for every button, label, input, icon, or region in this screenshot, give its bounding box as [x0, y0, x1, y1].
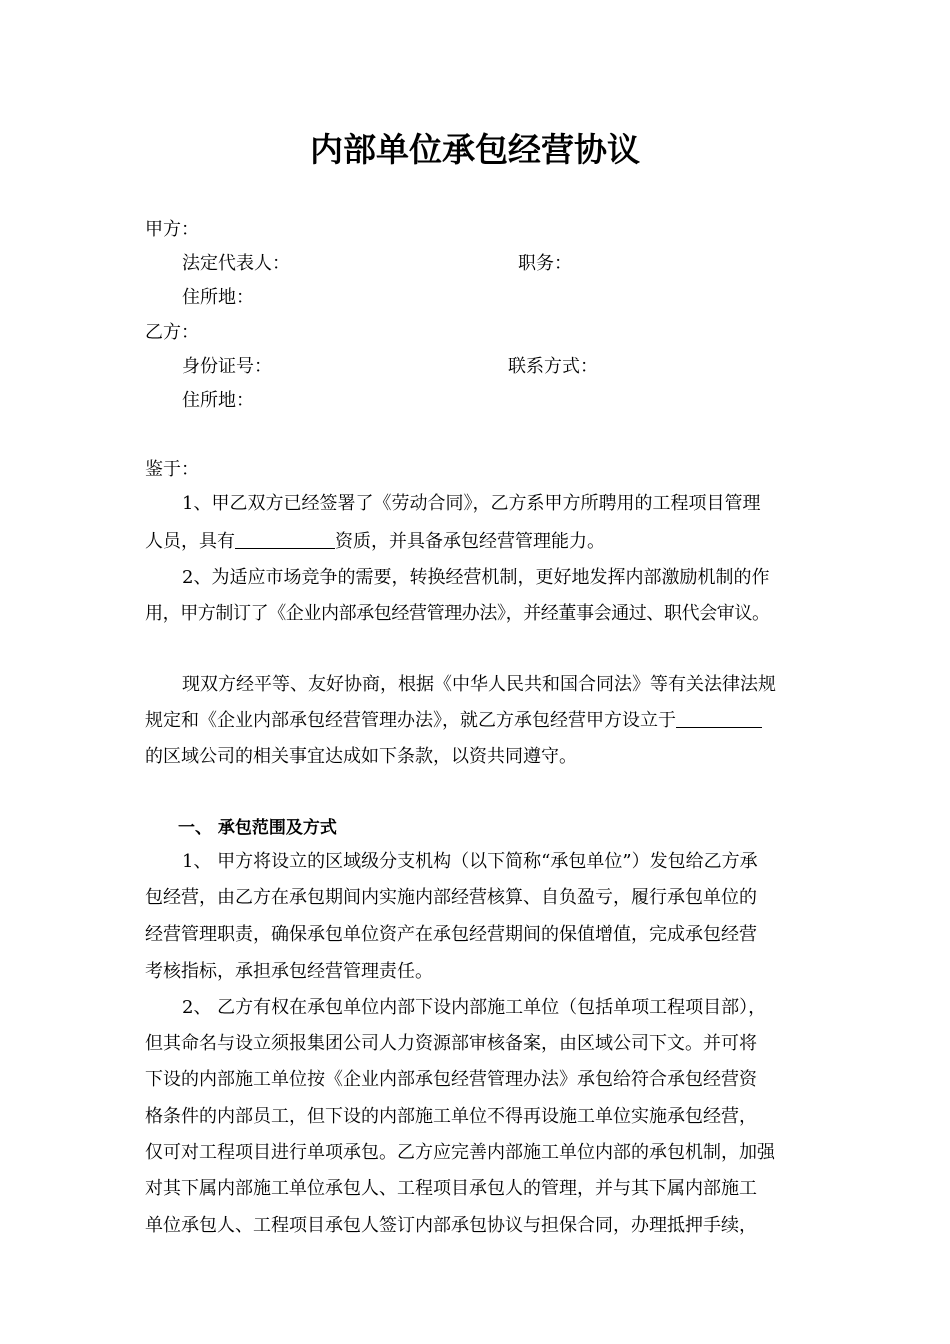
section1-p1-line: 包经营，由乙方在承包期间内实施内部经营核算、自负盈亏，履行承包单位的 [145, 887, 757, 908]
section1-p2-line: 单位承包人、工程项目承包人签订内部承包协议与担保合同，办理抵押手续， [145, 1215, 757, 1236]
whereas-item2-line1: 2、为适应市场竞争的需要，转换经营机制，更好地发挥内部激励机制的作 [182, 567, 770, 588]
section1-p2-line: 仅可对工程项目进行单项承包。乙方应完善内部施工单位内部的承包机制，加强 [145, 1142, 775, 1163]
section1-heading: 一、 承包范围及方式 [178, 818, 337, 838]
section1-p1-line: 1、 甲方将设立的区域级分支机构（以下简称“承包单位”）发包给乙方承 [182, 851, 758, 872]
party-a-rep-label: 法定代表人： [182, 253, 290, 274]
whereas-item1-line2 [145, 530, 605, 554]
intro-line2 [145, 709, 762, 733]
party-b-address-label: 住所地： [182, 390, 254, 411]
intro-line3: 的区域公司的相关事宜达成如下条款，以资共同遵守。 [145, 746, 577, 767]
party-a-position-label: 职务： [518, 253, 572, 274]
intro-line1: 现双方经平等、友好协商，根据《中华人民共和国合同法》等有关法律法规 [182, 674, 776, 695]
whereas-label: 鉴于： [145, 459, 199, 480]
party-b-id-label: 身份证号： [182, 356, 272, 377]
section1-p2-line: 但其命名与设立须报集团公司人力资源部审核备案，由区域公司下文。并可将 [145, 1033, 757, 1054]
whereas-item1-line2-end: 资质，并具备承包经营管理能力。 [335, 531, 605, 552]
section1-p2-line: 2、 乙方有权在承包单位内部下设内部施工单位（包括单项工程项目部）， [182, 997, 767, 1018]
section1-p2-line: 对其下属内部施工单位承包人、工程项目承包人的管理，并与其下属内部施工 [145, 1178, 757, 1199]
qualification-blank [235, 530, 335, 549]
whereas-item1-line1: 1、甲乙双方已经签署了《劳动合同》，乙方系甲方所聘用的工程项目管理 [182, 493, 761, 514]
party-a-address-label: 住所地： [182, 287, 254, 308]
party-b-label: 乙方： [145, 322, 199, 343]
party-a-label: 甲方： [145, 219, 199, 240]
location-blank [676, 709, 762, 728]
whereas-item2-line2: 用，甲方制订了《企业内部承包经营管理办法》，并经董事会通过、职代会审议。 [145, 603, 770, 624]
whereas-item1-line2-start: 人员，具有 [145, 531, 235, 552]
intro-line2-text: 规定和《企业内部承包经营管理办法》，就乙方承包经营甲方设立于 [145, 710, 676, 731]
section1-p2-line: 格条件的内部员工，但下设的内部施工单位不得再设施工单位实施承包经营， [145, 1106, 757, 1127]
section1-p1-line: 考核指标，承担承包经营管理责任。 [145, 961, 433, 982]
party-b-contact-label: 联系方式： [508, 356, 598, 377]
section1-p2-line: 下设的内部施工单位按《企业内部承包经营管理办法》承包给符合承包经营资 [145, 1069, 757, 1090]
section1-p1-line: 经营管理职责，确保承包单位资产在承包经营期间的保值增值，完成承包经营 [145, 924, 757, 945]
document-title: 内部单位承包经营协议 [310, 130, 640, 169]
